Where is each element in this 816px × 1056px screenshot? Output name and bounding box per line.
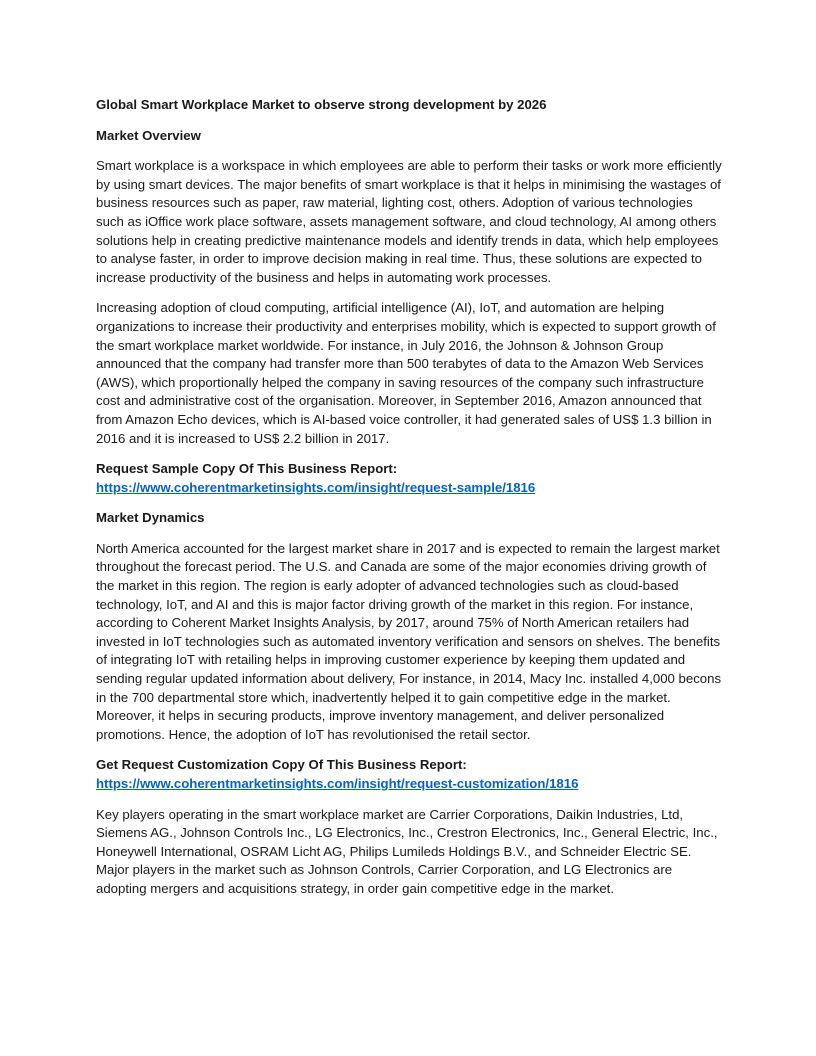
request-customization-block [96,756,722,793]
request-customization-link[interactable]: https://www.coherentmarketinsights.com/insight/request-customization/1816 [96,776,579,791]
key-players-paragraph: Key players operating in the smart workplace market are Carrier Corporations, Daikin Industries, Ltd, Siemens AG., Johnson Controls Inc., LG Electronics, Inc., Crestron Electronics, Inc., General Electric, Inc., Honeywell International, OSRAM Licht AG, Philips Lumileds Holdings B.V., and Schneider Electric SE. Major players in the market such as Johnson Controls, Carrier Corporation, and LG Electronics are adopting mergers and acquisitions strategy, in order gain competitive edge in the market. [96,806,718,896]
overview-paragraph-1: Smart workplace is a workspace in which employees are able to perform their tasks or work more efficiently by using smart devices. The major benefits of smart workplace is that it helps in minimising the wastages of business resources such as paper, raw material, lighting cost, others. Adoption of various technologies such as iOffice work place software, assets management software, and cloud technology, AI among others solutions help in creating predictive maintenance models and identify trends in data, which help employees to analyse faster, in order to improve decision making in real time. Thus, these solutions are expected to increase productivity of the business and helps in automating work processes. [96,158,722,285]
document-page [96,96,722,911]
request-customization-label: Get Request Customization Copy Of This Business Report: [96,757,467,773]
document-title: Global Smart Workplace Market to observe strong development by 2026 [96,97,547,112]
dynamics-paragraph: North America accounted for the largest market share in 2017 and is expected to remain the largest market throughout the forecast period. The U.S. and Canada are some of the major economies driving growth of the market in this region. The region is early adopter of advanced technologies such as cloud-based technology, IoT, and AI and this is major factor driving growth of the market in this region. For instance, according to Coherent Market Insights Analysis, by 2017, around 75% of North American retailers had invested in IoT technologies such as automated inventory verification and sensors on shelves. The benefits of integrating IoT with retailing helps in improving customer experience by keeping them updated and sending regular updated information about delivery, For instance, in 2014, Macy Inc. installed 4,000 becons in the 700 departmental store which, inadvertently helped it to gain competitive edge in the market. Moreover, it helps in securing products, improve inventory management, and deliver personalized promotions. Hence, the adoption of IoT has revolutionised the retail sector. [96,540,722,742]
market-overview-heading: Market Overview [96,127,201,143]
request-sample-block [96,460,722,497]
request-sample-link[interactable]: https://www.coherentmarketinsights.com/insight/request-sample/1816 [96,479,536,495]
market-dynamics-heading: Market Dynamics [96,510,205,526]
overview-paragraph-2: Increasing adoption of cloud computing, artificial intelligence (AI), IoT, and automation are helping organizations to increase their productivity and enterprises mobility, which is expected to support growth of the smart workplace market worldwide. For instance, in July 2016, the Johnson & Johnson Group announced that the company had transfer more than 500 terabytes of data to the Amazon Web Services (AWS), which proportionally helped the company in saving resources of the company such infrastructure cost and administrative cost of the organisation. Moreover, in September 2016, Amazon announced that from Amazon Echo devices, which is AI-based voice controller, it had generated sales of US$ 1.3 billion in 2016 and it is increased to US$ 2.2 billion in 2017. [96,300,716,446]
request-sample-label: Request Sample Copy Of This Business Report: [96,461,398,477]
